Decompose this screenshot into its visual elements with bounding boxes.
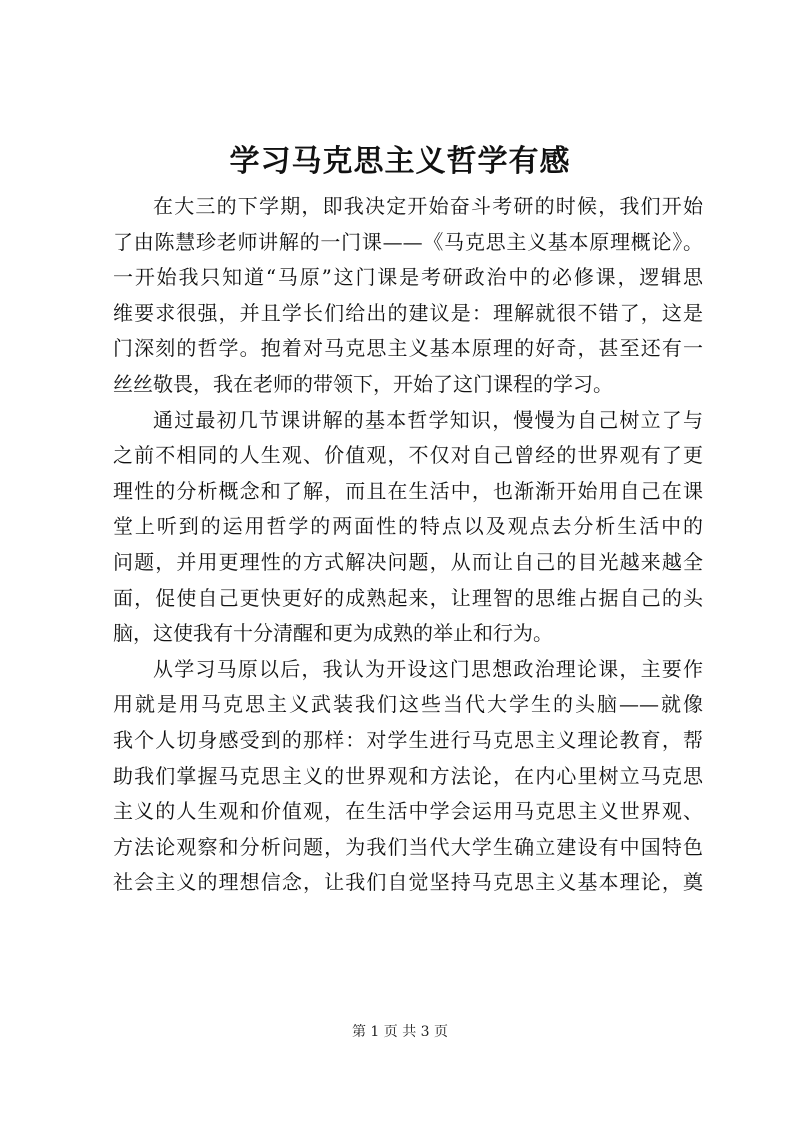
- paragraph-3-line-6: 方法论观察和分析问题，为我们当代大学生确立建设有中国特色: [113, 834, 703, 859]
- paragraph-3-line-1: 从学习马原以后，我认为开设这门思想政治理论课，主要作: [153, 656, 703, 681]
- document-body: [113, 189, 703, 901]
- paragraph-2-line-2: 之前不相同的人生观、价值观，不仅对自己曾经的世界观有了更: [113, 443, 703, 468]
- paragraph-2-line-5: 问题，并用更理性的方式解决问题，从而让自己的目光越来越全: [113, 549, 703, 574]
- paragraph-3-line-4: 助我们掌握马克思主义的世界观和方法论，在内心里树立马克思: [113, 763, 703, 788]
- paragraph-1-line-5: 门深刻的哲学。抱着对马克思主义基本原理的好奇，甚至还有一: [113, 336, 703, 361]
- page-number-footer: 第 1 页 共 3 页: [351, 1024, 449, 1040]
- paragraph-2-line-4: 堂上听到的运用哲学的两面性的特点以及观点去分析生活中的: [113, 514, 703, 539]
- document-title: 学习马克思主义哲学有感: [229, 144, 571, 179]
- paragraph-1-line-2: 了由陈慧珍老师讲解的一门课——《马克思主义基本原理概论》。: [113, 229, 703, 254]
- paragraph-1-line-6: 丝丝敬畏，我在老师的带领下，开始了这门课程的学习。: [113, 371, 613, 396]
- paragraph-1-line-4: 维要求很强，并且学长们给出的建议是：理解就很不错了，这是: [113, 300, 703, 325]
- paragraph-2-line-1: 通过最初几节课讲解的基本哲学知识，慢慢为自己树立了与: [153, 407, 703, 432]
- paragraph-2-line-7: 脑，这使我有十分清醒和更为成熟的举止和行为。: [113, 621, 553, 646]
- paragraph-3-line-2: 用就是用马克思主义武装我们这些当代大学生的头脑——就像: [113, 692, 703, 717]
- paragraph-1-line-1: 在大三的下学期，即我决定开始奋斗考研的时候，我们开始: [153, 194, 703, 218]
- paragraph-3-line-3: 我个人切身感受到的那样：对学生进行马克思主义理论教育，帮: [113, 727, 703, 752]
- paragraph-3-line-7: 社会主义的理想信念，让我们自觉坚持马克思主义基本理论，奠: [113, 870, 703, 895]
- paragraph-3-line-5: 主义的人生观和价值观，在生活中学会运用马克思主义世界观、: [113, 799, 703, 824]
- paragraph-1-line-3: 一开始我只知道“马原”这门课是考研政治中的必修课，逻辑思: [113, 265, 703, 290]
- paragraph-2-line-3: 理性的分析概念和了解，而且在生活中，也渐渐开始用自己在课: [113, 478, 703, 503]
- paragraph-2-line-6: 面，促使自己更快更好的成熟起来，让理智的思维占据自己的头: [113, 585, 703, 610]
